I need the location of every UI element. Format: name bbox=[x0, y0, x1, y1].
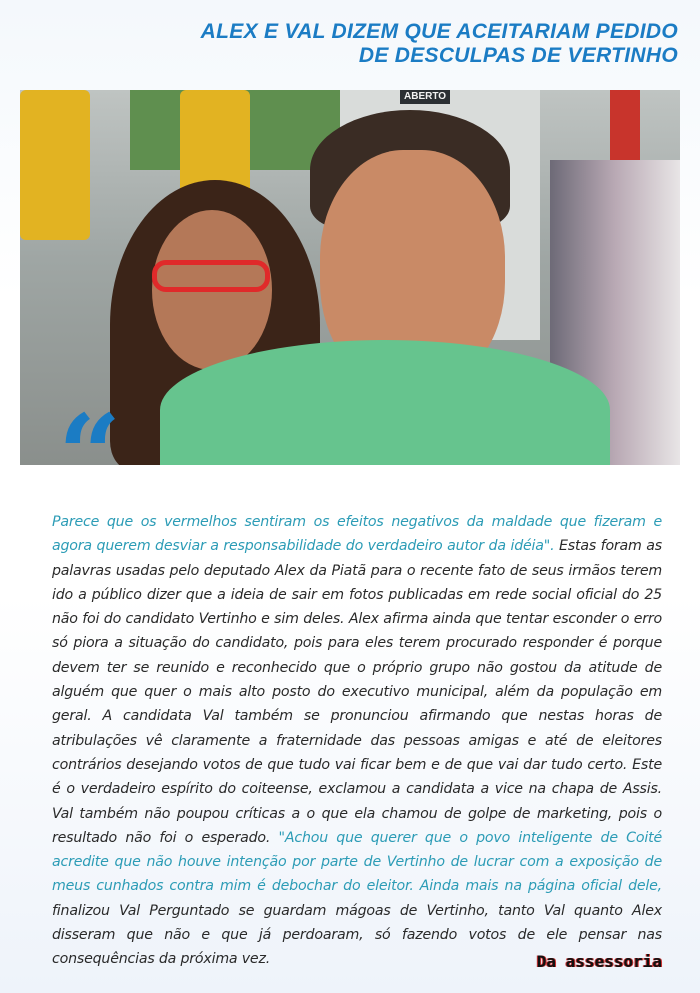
headline-line-2: DE DESCULPAS DE VERTINHO bbox=[358, 44, 678, 67]
aberto-sign: ABERTO bbox=[400, 90, 450, 104]
headline bbox=[201, 20, 678, 68]
robot-statue-left bbox=[20, 90, 90, 240]
article-body bbox=[52, 510, 662, 972]
quote-val: "Achou que querer que o povo inteligente de Coité acredite que não houve intenção por parte de Vertinho de lucrar com a exposição de meus cunhados contra mim é debochar do eleitor. Ainda mais na página oficial dele, bbox=[52, 829, 663, 895]
article-text-2: finalizou Val Perguntado se guardam mágoas de Vertinho, tanto Val quanto Alex disseram que não e que já perdoaram, só fazendo votos de ele pensar nas consequências da próxima vez. bbox=[52, 902, 662, 968]
quote-mark-icon: “ bbox=[58, 390, 122, 519]
article-text-1: Estas foram as palavras usadas pelo deputado Alex da Piatã para o recente fato de seus irmãos terem ido a público dizer que a ideia de sair em fotos publicadas em rede social oficial do 25 não foi do candidato Vertinho e sim deles. Alex afirma ainda que tentar esconder o erro só piora a situação do candidato, pois para eles terem procurado responder é porque devem ter se reunido e reconhecido que o próprio grupo não gostou da atitude de alguém que quer o mais alto posto do executivo municipal, além da população em geral. A candidata Val também se pronunciou afirmando que nestas horas de atribulações vê claramente a fraternidade das pessoas amigas e até de eleitores contrários desejando votos de que tudo vai ficar bem e de que vai dar tudo certo. Este é o verdadeiro espírito do coiteense, exclamou a candidata a vice na chapa de Assis. Val também não poupou críticas a o que ela chamou de golpe de marketing, pois o resultado não foi o esperado. bbox=[52, 538, 662, 846]
headline-line-1: ALEX E VAL DIZEM QUE ACEITARIAM PEDIDO bbox=[200, 20, 678, 43]
green-shirt bbox=[160, 340, 610, 465]
red-glasses bbox=[152, 260, 270, 292]
quote-alex: Parece que os vermelhos sentiram os efeitos negativos da maldade que fizeram e agora querem desviar a responsabilidade do verdadeiro autor da idéia". bbox=[52, 514, 662, 555]
signature: Da assessoria bbox=[536, 952, 662, 971]
